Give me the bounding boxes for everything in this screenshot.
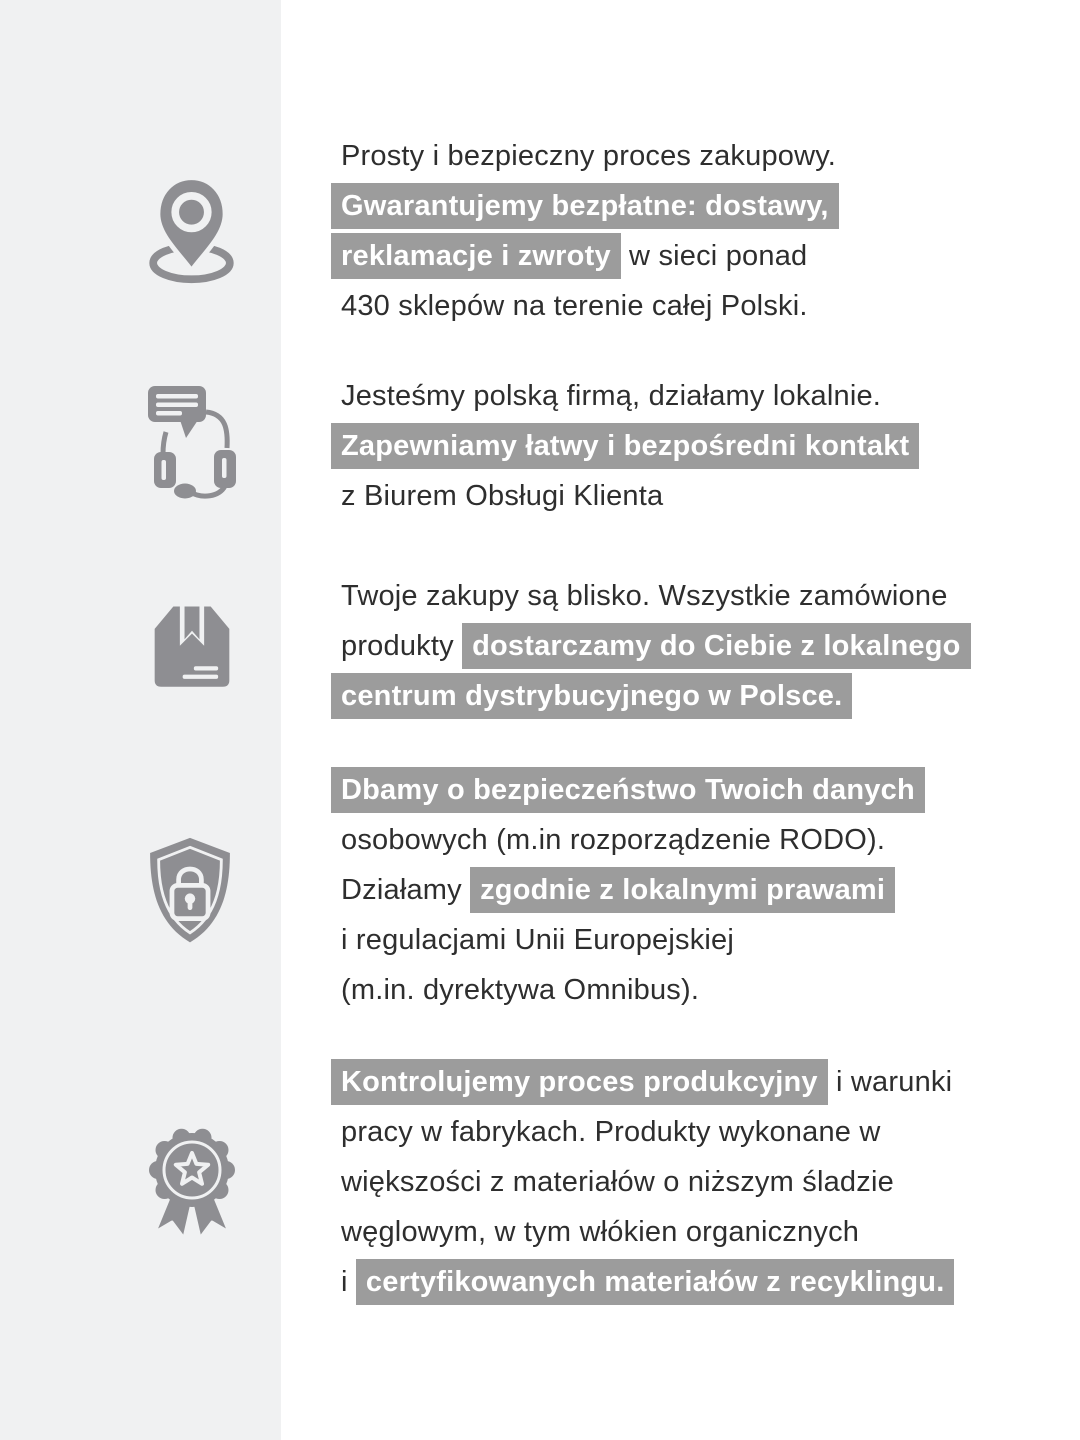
text-line [331,1157,991,1207]
text-line [331,621,991,671]
text-run: z Biurem Obsługi Klienta [341,480,664,512]
text-run: produkty [341,630,463,662]
text-line [331,965,991,1015]
text-line [331,371,991,421]
highlighted-text-run: centrum dystrybucyjnego w Polsce. [331,673,852,719]
text-line [331,1107,991,1157]
text-line [331,1207,991,1257]
text-run: i warunki [827,1066,953,1098]
shield-lock-icon [133,832,247,952]
text-line [331,421,991,471]
text-line [331,231,991,281]
text-line [331,181,991,231]
text-line [331,1057,991,1107]
text-line [331,765,991,815]
info-block-delivery [331,571,991,721]
highlighted-text-run: dostarczamy do Ciebie z lokalnego [462,623,970,669]
highlighted-text-run: Gwarantujemy bezpłatne: dostawy, [331,183,839,229]
text-run: pracy w fabrykach. Produkty wykonane w [341,1116,881,1148]
text-run: 430 sklepów na terenie całej Polski. [341,290,808,322]
text-run: większości z materiałów o niższym śladzie [341,1166,894,1198]
text-run: i regulacjami Unii Europejskiej [341,924,735,956]
highlighted-text-run: Zapewniamy łatwy i bezpośredni kontakt [331,423,919,469]
text-run: Prosty i bezpieczny proces zakupowy. [341,140,837,172]
text-run: (m.in. dyrektywa Omnibus). [341,974,700,1006]
package-icon [136,586,248,698]
text-run: osobowych (m.in rozporządzenie RODO). [341,824,886,856]
text-line [331,471,991,521]
highlighted-text-run: certyfikowanych materiałów z recyklingu. [356,1259,955,1305]
text-run: i [341,1266,356,1298]
highlighted-text-run: Dbamy o bezpieczeństwo Twoich danych [331,767,925,813]
text-line [331,281,991,331]
text-run: węglowym, w tym włókien organicznych [341,1216,860,1248]
info-block-contact [331,371,991,521]
info-block-production [331,1057,991,1307]
text-line [331,131,991,181]
text-line [331,915,991,965]
text-line [331,1257,991,1307]
highlighted-text-run: zgodnie z lokalnymi prawami [470,867,895,913]
headset-chat-icon [130,380,250,500]
highlighted-text-run: Kontrolujemy proces produkcyjny [331,1059,828,1105]
text-line [331,865,991,915]
location-pin-icon [134,170,249,285]
info-block-data-security [331,765,991,1015]
text-line [331,571,991,621]
text-run: Jesteśmy polską firmą, działamy lokalnie. [341,380,882,412]
text-run: Działamy [341,874,471,906]
text-run: w sieci ponad [620,240,808,272]
info-block-stores [331,131,991,331]
text-line [331,815,991,865]
highlighted-text-run: reklamacje i zwroty [331,233,621,279]
award-badge-icon [131,1118,253,1245]
text-run: Twoje zakupy są blisko. Wszystkie zamówione [341,580,948,612]
text-line [331,671,991,721]
